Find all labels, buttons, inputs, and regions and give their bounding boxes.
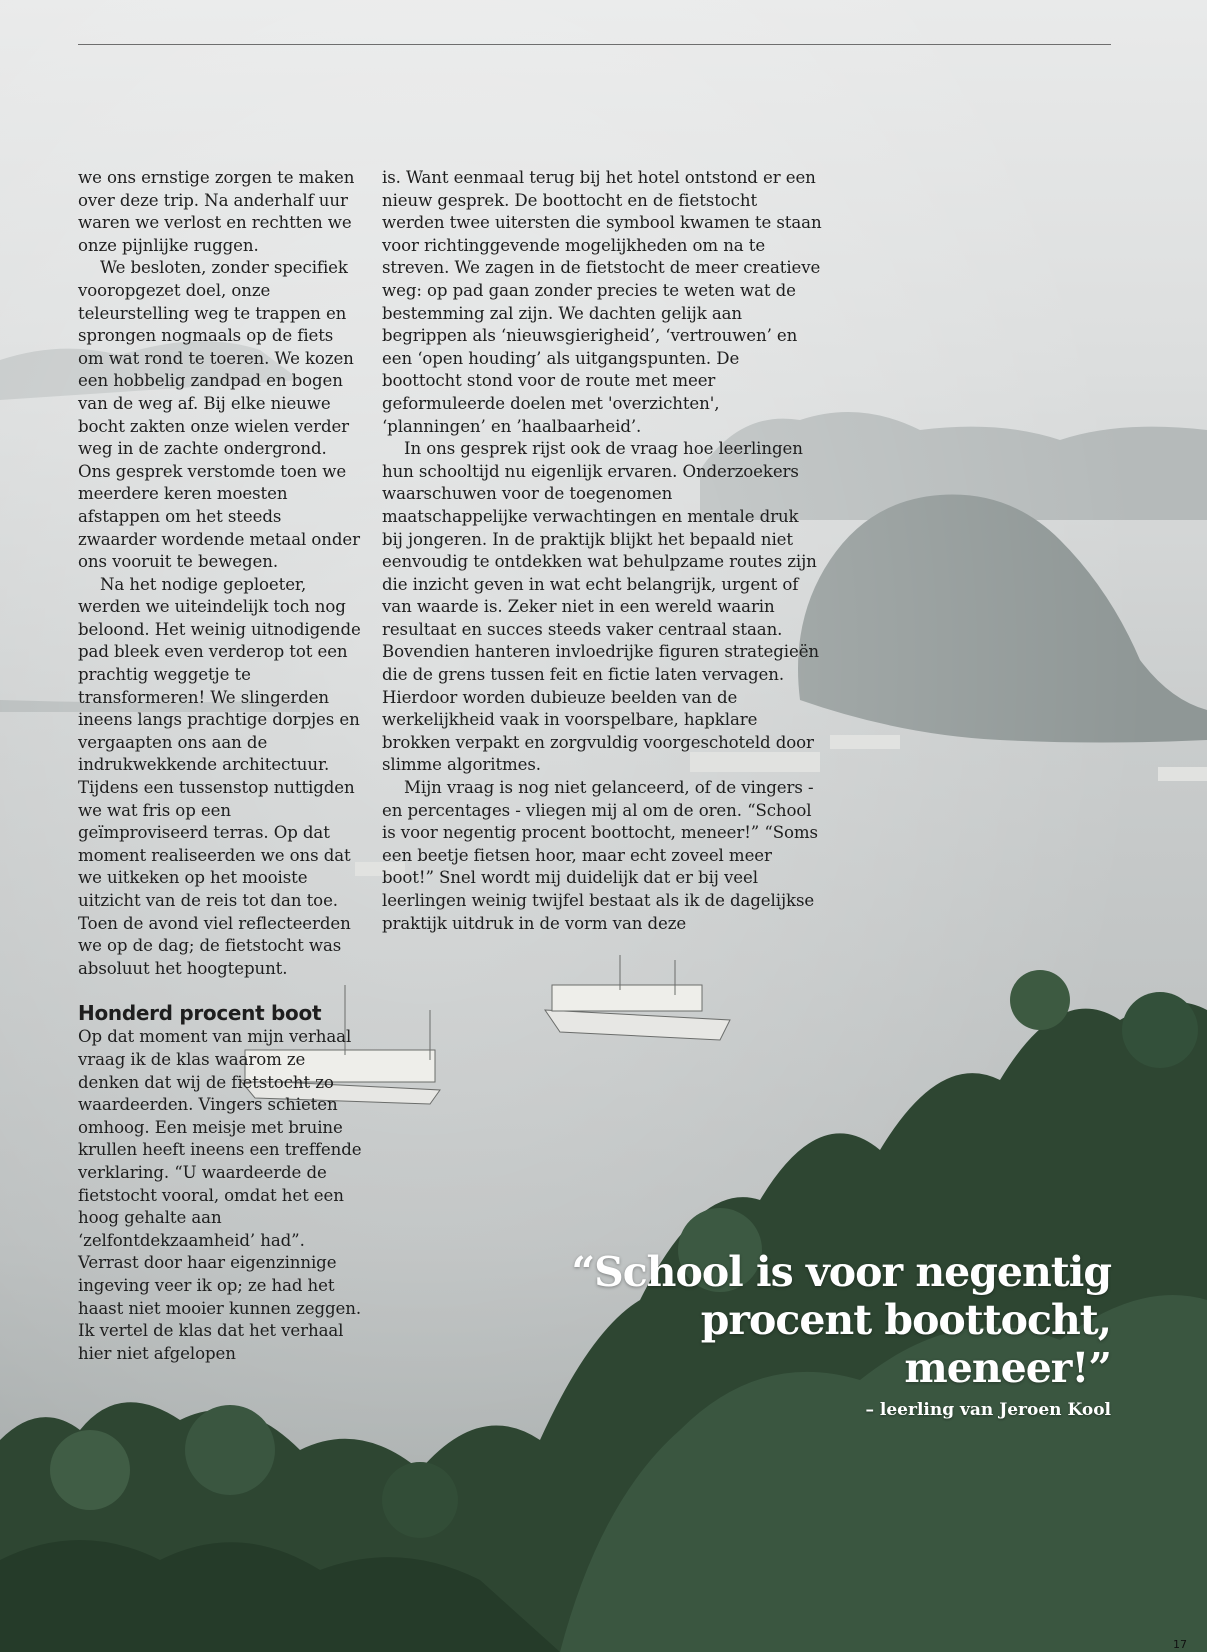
paragraph: Op dat moment van mijn verhaal vraag ik de klas waarom ze denken dat wij de fietstocht zo waardeerden. Vingers schieten omhoog. Een meisje met bruine krullen heeft ineens een treffende verklaring. “U waardeerde de fietstocht vooral, omdat het een hoog gehalte aan ‘zelfontdekzaamheid’ had”. Verrast door haar eigenzinnige ingeving veer ik op; ze had het haast niet mooier kunnen zeggen. Ik vertel de klas dat het verhaal hier niet afgelopen bbox=[78, 1027, 362, 1363]
page-number: 17 bbox=[1173, 1638, 1187, 1651]
pull-quote bbox=[491, 1248, 1111, 1392]
pull-quote-line: meneer!” bbox=[904, 1344, 1111, 1392]
pull-quote-line: procent boottocht, bbox=[700, 1296, 1111, 1344]
article-column-2 bbox=[382, 167, 822, 935]
pull-quote-line: “School is voor negentig bbox=[571, 1248, 1111, 1296]
header-rule bbox=[78, 44, 1111, 45]
paragraph: Mijn vraag is nog niet gelanceerd, of de vingers - en percentages - vliegen mij al om de oren. “School is voor negentig procent boottocht, meneer!” “Soms een beetje fietsen hoor, maar echt zoveel meer boot!” Snel wordt mij duidelijk dat er bij veel leerlingen weinig twijfel bestaat als ik de dagelijkse praktijk uitdruk in de vorm van deze bbox=[382, 778, 818, 933]
section-subheading: Honderd procent boot bbox=[78, 1001, 322, 1026]
article-column-1 bbox=[78, 167, 362, 1365]
paragraph: is. Want eenmaal terug bij het hotel ontstond er een nieuw gesprek. De boottocht en de fietstocht werden twee uitersten die symbool kwamen te staan voor richtinggevende mogelijkheden om na te streven. We zagen in de fietstocht de meer creatieve weg: op pad gaan zonder precies te weten wat de bestemming zal zijn. We dachten gelijk aan begrippen als ‘nieuwsgierigheid’, ‘vertrouwen’ en een ‘open houding’ als uitgangspunten. De boottocht stond voor de route met meer geformuleerde doelen met 'overzichten', ‘planningen’ en ’haalbaarheid’. bbox=[382, 168, 822, 436]
paragraph: we ons ernstige zorgen te maken over deze trip. Na anderhalf uur waren we verlost en rechtten we onze pijnlijke ruggen. bbox=[78, 168, 355, 255]
paragraph: Na het nodige geploeter, werden we uiteindelijk toch nog beloond. Het weinig uitnodigende pad bleek even verderop tot een prachtig weggetje te transformeren! We slingerden ineens langs prachtige dorpjes en vergaapten ons aan de indrukwekkende architectuur. Tijdens een tussenstop nuttigden we wat fris op een geïmproviseerd terras. Op dat moment realiseerden we ons dat we uitkeken op het mooiste uitzicht van de reis tot dan toe. Toen de avond viel reflecteerden we op de dag; de fietstocht was absoluut het hoogtepunt. bbox=[78, 574, 361, 978]
paragraph: In ons gesprek rijst ook de vraag hoe leerlingen hun schooltijd nu eigenlijk ervaren. Onderzoekers waarschuwen voor de toegenomen maatschappelijke verwachtingen en mentale druk bij jongeren. In de praktijk blijkt het bepaald niet eenvoudig te ontdekken wat behulpzame routes zijn die inzicht geven in wat echt belangrijk, urgent of van waarde is. Zeker niet in een wereld waarin resultaat en succes steeds vaker centraal staan. Bovendien hanteren invloedrijke figuren strategieën die de grens tussen feit en fictie laten vervagen. Hierdoor worden dubieuze beelden van de werkelijkheid vaak in voorspelbare, hapklare brokken verpakt en zorgvuldig voorgeschoteld door slimme algoritmes. bbox=[382, 439, 820, 775]
pull-quote-attribution: – leerling van Jeroen Kool bbox=[865, 1400, 1111, 1420]
paragraph: We besloten, zonder specifiek vooropgezet doel, onze teleurstelling weg te trappen en sprongen nogmaals op de fiets om wat rond te toeren. We kozen een hobbelig zandpad en bogen van de weg af. Bij elke nieuwe bocht zakten onze wielen verder weg in de zachte ondergrond. Ons gesprek verstomde toen we meerdere keren moesten afstappen om het steeds zwaarder wordende metaal onder ons vooruit te bewegen. bbox=[78, 258, 360, 572]
